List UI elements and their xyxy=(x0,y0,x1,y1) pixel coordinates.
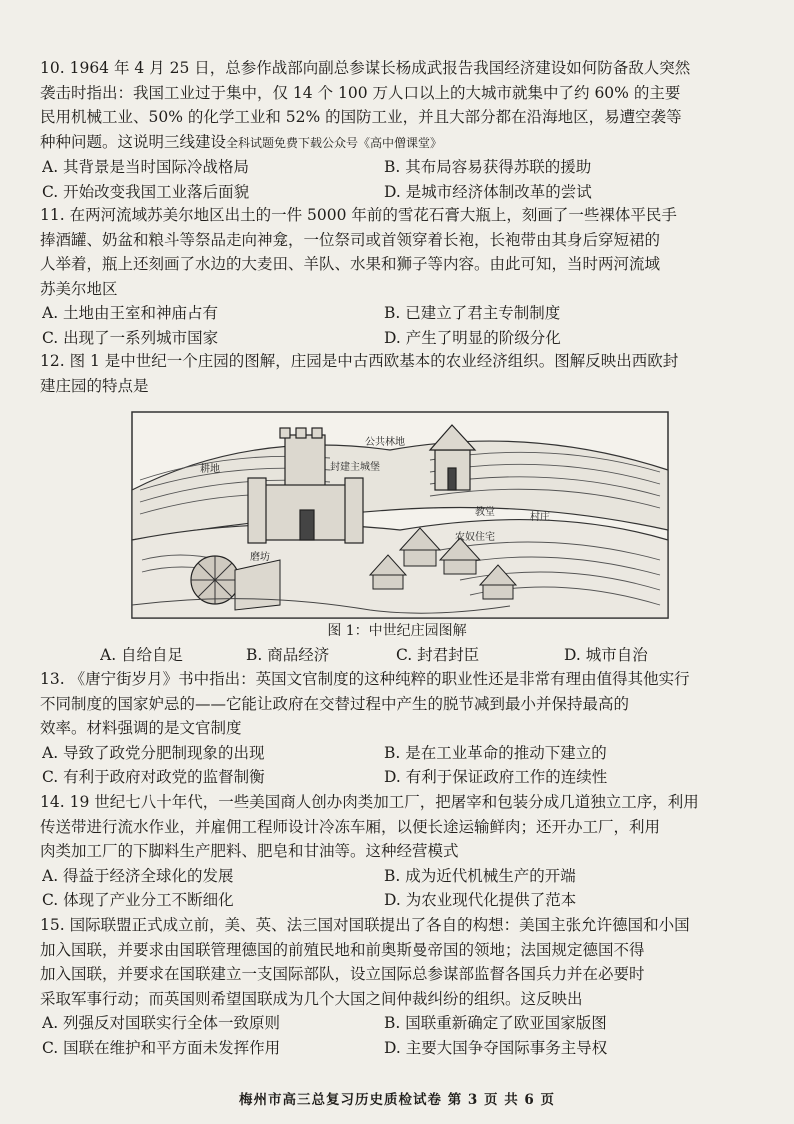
options xyxy=(40,1011,762,1060)
option-b[interactable]: B. 商品经济 xyxy=(246,646,330,664)
option-d[interactable]: D. 城市自治 xyxy=(564,646,648,664)
option-b[interactable]: B. 已建立了君主专制制度 xyxy=(384,304,561,322)
label-village: 村庄 xyxy=(530,512,550,523)
option-a[interactable]: A. 导致了政党分肥制现象的出现 xyxy=(42,743,265,762)
option-c[interactable]: C. 开始改变我国工业落后面貌 xyxy=(42,182,250,201)
label-farmland: 耕地 xyxy=(200,464,220,475)
question-number: 12. xyxy=(40,352,65,370)
stem-line: 采取军事行动；而英国则希望国联成为几个大国之间仲裁纠纷的组织。这反映出 xyxy=(40,989,583,1008)
question-14 xyxy=(40,790,762,913)
options xyxy=(40,741,762,790)
stem-line: 人举着，瓶上还刻画了水边的大麦田、羊队、水果和狮子等内容。由此可知，当时两河流域 xyxy=(40,255,661,273)
options xyxy=(40,301,762,350)
option-b[interactable]: B. 成为近代机械生产的开端 xyxy=(384,866,576,885)
manor-illustration xyxy=(130,410,670,620)
option-c[interactable]: C. 有利于政府对政党的监督制衡 xyxy=(42,768,265,786)
figure-caption: 图 1：中世纪庄园图解 xyxy=(327,623,467,639)
stem-line: 捧酒罐、奶盆和粮斗等祭品走向神龛，一位祭司或首领穿着长袍，长袍带由其身后穿短裙的 xyxy=(40,230,661,249)
option-a[interactable]: A. 列强反对国联实行全体一致原则 xyxy=(42,1014,281,1032)
options xyxy=(40,864,762,913)
option-a[interactable]: A. 得益于经济全球化的发展 xyxy=(42,866,234,885)
question-number: 14. xyxy=(40,793,65,811)
options xyxy=(40,155,762,204)
question-12-options xyxy=(40,643,762,668)
option-c[interactable]: C. 体现了产业分工不断细化 xyxy=(42,891,234,909)
stem-line: 种种问题。这说明三线建设 xyxy=(40,132,227,151)
option-d[interactable]: D. 是城市经济体制改革的尝试 xyxy=(384,182,592,201)
stem-line: 19 世纪七八十年代，一些美国商人创办肉类加工厂，把屠宰和包装分成几道独立工序，利用 xyxy=(69,793,699,811)
question-number: 11. xyxy=(40,206,65,224)
stem-line: 加入国联，并要求由国联管理德国的前殖民地和前奥斯曼帝国的领地；法国规定德国不得 xyxy=(40,940,645,959)
option-d[interactable]: D. 主要大国争夺国际事务主导权 xyxy=(384,1038,608,1057)
question-number: 10. xyxy=(40,59,65,77)
options xyxy=(40,643,762,668)
stem-line: 国际联盟正式成立前，美、英、法三国对国联提出了各自的构想：美国主张允许德国和小国 xyxy=(69,916,690,934)
option-c[interactable]: C. 封君封臣 xyxy=(396,646,480,664)
option-d[interactable]: D. 产生了明显的阶级分化 xyxy=(384,328,561,347)
option-b[interactable]: B. 是在工业革命的推动下建立的 xyxy=(384,743,607,762)
stem-line: 在两河流域苏美尔地区出土的一件 5000 年前的雪花石膏大瓶上，刻画了一些裸体平民手 xyxy=(69,206,677,224)
stem-line: 苏美尔地区 xyxy=(40,279,118,298)
watermark-text: 全科试题免费下载公众号《高中僧课堂》 xyxy=(226,135,443,150)
stem-line: 图 1 是中世纪一个庄园的图解，庄园是中古西欧基本的农业经济组织。图解反映出西欧封 xyxy=(69,352,679,370)
stem-line: 传送带进行流水作业，并雇佣工程师设计冷冻车厢，以便长途运输鲜肉；还开办工厂，利用 xyxy=(40,817,661,836)
option-a[interactable]: A. 土地由王室和神庙占有 xyxy=(42,304,219,322)
option-a[interactable]: A. 其背景是当时国际冷战格局 xyxy=(42,158,250,176)
page-footer: 梅州市高三总复习历史质检试卷 第 3 页 共 6 页 xyxy=(239,1092,555,1108)
question-15 xyxy=(40,913,762,1060)
label-castle: 封建主城堡 xyxy=(330,462,380,473)
option-d[interactable]: D. 为农业现代化提供了范本 xyxy=(384,891,577,909)
stem-line: 肉类加工厂的下脚料生产肥料、肥皂和甘油等。这种经营模式 xyxy=(40,842,459,860)
option-c[interactable]: C. 国联在维护和平方面未发挥作用 xyxy=(42,1038,281,1057)
option-b[interactable]: B. 国联重新确定了欧亚国家版图 xyxy=(384,1014,607,1032)
question-12 xyxy=(40,349,762,398)
option-a[interactable]: A. 自给自足 xyxy=(100,646,184,664)
stem-line: 效率。材料强调的是文官制度 xyxy=(40,719,242,737)
stem-line: 1964 年 4 月 25 日，总参作战部向副总参谋长杨成武报告我国经济建设如何防备敌人突然 xyxy=(69,59,691,77)
label-mill: 磨坊 xyxy=(250,552,270,563)
question-11 xyxy=(40,203,762,350)
stem-line: 民用机械工业、50% 的化学工业和 52% 的国防工业，并且大部分都在沿海地区，易遭空袭等 xyxy=(40,108,682,126)
stem-line: 袭击时指出：我国工业过于集中，仅 14 个 100 万人口以上的大城市就集中了约 60% 的主要 xyxy=(40,83,681,102)
question-number: 15. xyxy=(40,916,65,934)
question-13 xyxy=(40,667,762,790)
option-b[interactable]: B. 其布局容易获得苏联的援助 xyxy=(384,158,592,176)
stem-line: 建庄园的特点是 xyxy=(40,376,149,395)
stem-line: 不同制度的国家妒忌的——它能让政府在交替过程中产生的脱节减到最小并保持最高的 xyxy=(40,694,630,713)
label-serf-houses: 农奴住宅 xyxy=(455,532,495,543)
option-c[interactable]: C. 出现了一系列城市国家 xyxy=(42,328,219,347)
stem-line: 加入国联，并要求在国联建立一支国际部队，设立国际总参谋部监督各国兵力并在必要时 xyxy=(40,965,645,983)
label-forest: 公共林地 xyxy=(365,437,405,448)
stem-line: 《唐宁街岁月》书中指出：英国文官制度的这种纯粹的职业性还是非常有理由值得其他实行 xyxy=(69,670,690,688)
option-d[interactable]: D. 有利于保证政府工作的连续性 xyxy=(384,768,608,786)
label-church: 教堂 xyxy=(475,507,495,518)
question-number: 13. xyxy=(40,670,65,688)
question-10 xyxy=(40,56,762,204)
